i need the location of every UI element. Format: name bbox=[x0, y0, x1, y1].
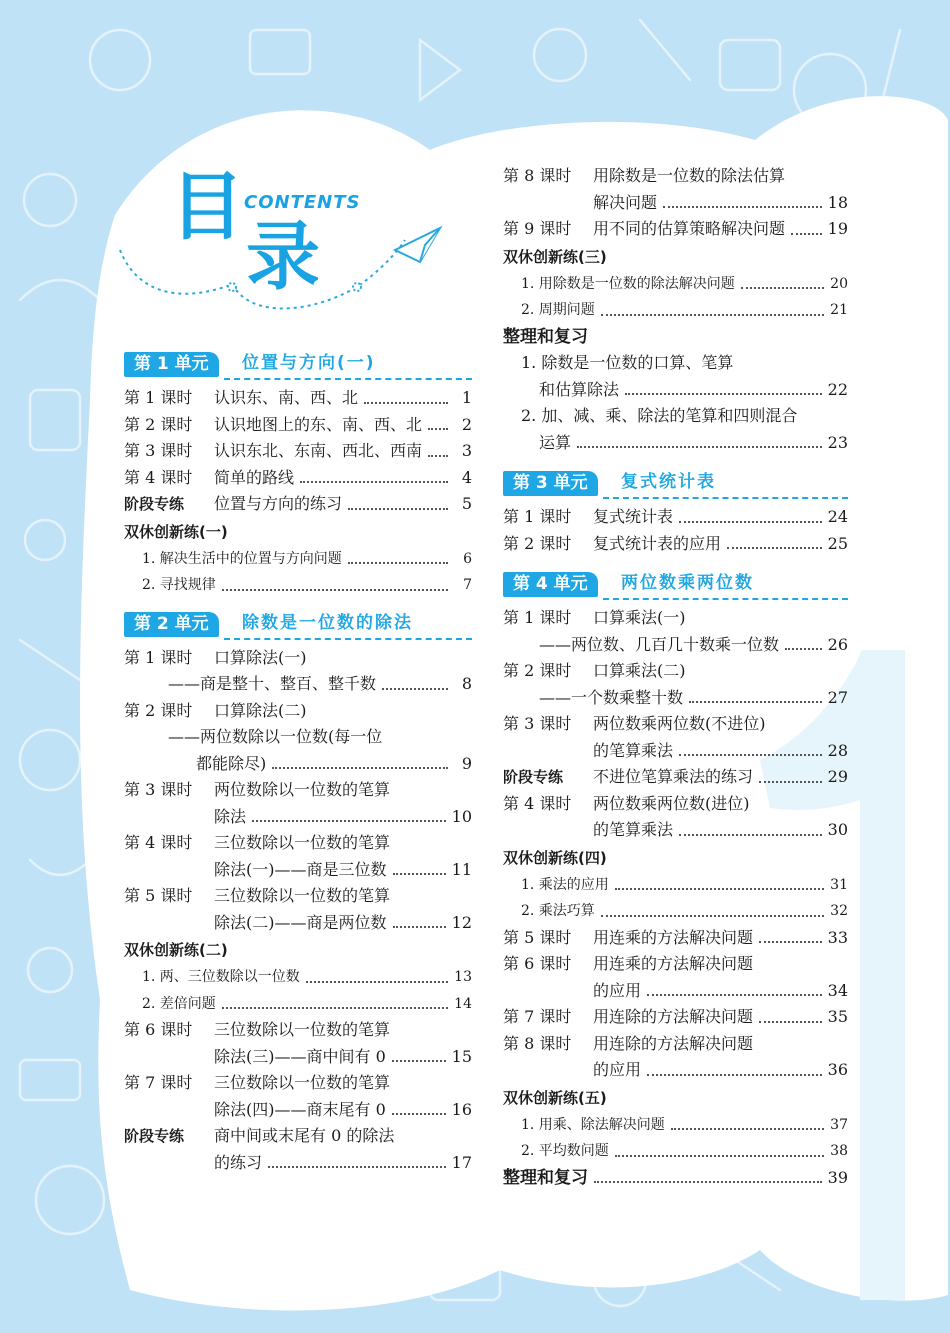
toc-entry[interactable]: 2. 差倍问题 14 bbox=[124, 991, 472, 1018]
toc-entry-continued[interactable]: 运算 23 bbox=[503, 430, 848, 457]
page-number: 32 bbox=[830, 903, 848, 919]
toc-entry[interactable]: 第 7 课时 三位数除以一位数的笔算 bbox=[124, 1073, 391, 1092]
page-number: 23 bbox=[827, 432, 848, 452]
page-number: 1 bbox=[461, 388, 472, 407]
toc-entry[interactable]: 第 5 课时 用连乘的方法解决问题 33 bbox=[503, 925, 848, 952]
toc-entry[interactable]: 第 4 课时 两位数乘两位数(进位) bbox=[503, 793, 750, 813]
toc-entry[interactable]: 第 1 课时 认识东、南、西、北 1 bbox=[124, 385, 472, 412]
page-number: 4 bbox=[461, 467, 472, 487]
title-char-mu: 目 bbox=[170, 164, 244, 250]
page-number: 9 bbox=[461, 753, 472, 773]
toc-entry[interactable]: 第 5 课时 三位数除以一位数的笔算 bbox=[124, 886, 391, 905]
page-number: 29 bbox=[827, 767, 848, 786]
review-heading: 整理和复习 bbox=[503, 1167, 588, 1188]
page-number: 14 bbox=[454, 995, 472, 1012]
toc-entry-continued[interactable]: 除法(一)——商是三位数 11 bbox=[124, 857, 472, 884]
toc-entry[interactable]: 1. 两、三位数除以一位数 13 bbox=[124, 964, 472, 991]
toc-entry-continued[interactable]: ——两位数、几百几十数乘一位数 26 bbox=[503, 632, 848, 659]
toc-entry[interactable]: 第 3 课时 两位数乘两位数(不进位) bbox=[503, 714, 766, 733]
page-number: 3 bbox=[461, 441, 472, 460]
page-number: 21 bbox=[830, 302, 848, 318]
page-number: 39 bbox=[827, 1167, 848, 1187]
unit-tag: 第 3 单元 bbox=[503, 471, 598, 496]
toc-entry: 2. 加、减、乘、除法的笔算和四则混合 bbox=[521, 406, 798, 425]
toc-entry-continued[interactable]: 的应用 34 bbox=[503, 978, 848, 1005]
unit-underline bbox=[603, 598, 848, 600]
toc-entry[interactable]: 1. 乘法的应用 31 bbox=[503, 872, 848, 899]
page-number: 12 bbox=[451, 912, 472, 932]
page-number: 22 bbox=[827, 379, 848, 399]
page-number: 33 bbox=[827, 927, 848, 947]
toc-entry[interactable]: 第 3 课时 两位数除以一位数的笔算 bbox=[124, 780, 391, 799]
page-number: 5 bbox=[461, 494, 472, 513]
toc-entry[interactable]: 2. 周期问题 21 bbox=[503, 297, 848, 324]
toc-entry[interactable]: 阶段专练 不进位笔算乘法的练习 29 bbox=[503, 764, 848, 791]
toc-entry-continued[interactable]: 的笔算乘法 28 bbox=[503, 738, 848, 765]
unit-underline bbox=[224, 378, 472, 380]
page-number: 16 bbox=[451, 1099, 472, 1119]
page-number: 13 bbox=[454, 969, 472, 985]
toc-entry[interactable]: 第 2 课时 口算除法(二) bbox=[124, 700, 307, 720]
toc-entry[interactable]: 第 7 课时 用连除的方法解决问题 35 bbox=[503, 1004, 848, 1031]
toc-entry-continued[interactable]: 的笔算乘法 30 bbox=[503, 817, 848, 844]
toc-entry[interactable]: 1. 用除数是一位数的除法解决问题 20 bbox=[503, 271, 848, 298]
toc-entry-continued[interactable]: 的练习 17 bbox=[124, 1150, 472, 1177]
page-number: 38 bbox=[830, 1143, 848, 1159]
toc-entry[interactable]: 第 4 课时 简单的路线 4 bbox=[124, 465, 472, 492]
unit-title: 两位数乘两位数 bbox=[621, 573, 754, 593]
unit-tag: 第 4 单元 bbox=[503, 572, 598, 597]
unit-title: 位置与方向(一) bbox=[242, 353, 376, 373]
page-number: 17 bbox=[451, 1152, 472, 1172]
unit-1-banner bbox=[124, 351, 472, 381]
page-number: 11 bbox=[451, 859, 472, 879]
page-number: 35 bbox=[827, 1007, 848, 1026]
section-heading: 双休创新练(五) bbox=[503, 1088, 607, 1107]
toc-entry[interactable]: 第 9 课时 用不同的估算策略解决问题 19 bbox=[503, 216, 848, 243]
title-block bbox=[160, 164, 460, 320]
section-heading: 双休创新练(三) bbox=[503, 247, 607, 266]
unit-3-banner bbox=[503, 470, 848, 500]
toc-entry[interactable]: 第 1 课时 口算除法(一) bbox=[124, 647, 307, 667]
page-number: 19 bbox=[827, 219, 848, 238]
toc-entry[interactable]: 阶段专练 商中间或末尾有 0 的除法 bbox=[124, 1126, 395, 1145]
toc-entry-continued[interactable]: ——一个数乘整十数 27 bbox=[503, 685, 848, 712]
page-number: 18 bbox=[827, 192, 848, 212]
toc-entry-continued[interactable]: 除法(四)——商末尾有 0 16 bbox=[124, 1097, 472, 1124]
section-heading: 双休创新练(四) bbox=[503, 848, 607, 867]
unit-title: 复式统计表 bbox=[621, 472, 716, 492]
page-number: 15 bbox=[451, 1046, 472, 1066]
section-heading: 双休创新练(一) bbox=[124, 522, 228, 541]
toc-entry[interactable]: 阶段专练 位置与方向的练习 5 bbox=[124, 491, 472, 518]
unit-2-banner bbox=[124, 611, 472, 641]
toc-entry-continued[interactable]: 除法(三)——商中间有 0 15 bbox=[124, 1044, 472, 1071]
toc-entry[interactable]: 第 2 课时 口算乘法(二) bbox=[503, 661, 686, 680]
page-number: 10 bbox=[451, 806, 472, 826]
page-number: 26 bbox=[827, 634, 848, 654]
toc-entry[interactable]: 第 6 课时 三位数除以一位数的笔算 bbox=[124, 1020, 391, 1039]
toc-entry[interactable]: 第 1 课时 复式统计表 24 bbox=[503, 504, 848, 531]
unit-title: 除数是一位数的除法 bbox=[242, 612, 413, 633]
toc-entry[interactable]: 第 2 课时 复式统计表的应用 25 bbox=[503, 531, 848, 558]
unit-tag: 第 2 单元 bbox=[124, 612, 219, 637]
unit-underline bbox=[603, 497, 848, 499]
toc-entry[interactable]: 第 8 课时 用连除的方法解决问题 bbox=[503, 1033, 754, 1053]
toc-entry-continued[interactable]: 和估算除法 22 bbox=[503, 377, 848, 404]
page-number: 31 bbox=[830, 876, 848, 893]
toc-entry[interactable]: 第 3 课时 认识东北、东南、西北、西南 3 bbox=[124, 438, 472, 465]
review-heading: 整理和复习 bbox=[503, 326, 588, 347]
toc-entry[interactable]: 第 4 课时 三位数除以一位数的笔算 bbox=[124, 833, 391, 852]
toc-entry[interactable]: 第 1 课时 口算乘法(一) bbox=[503, 608, 686, 627]
toc-entry[interactable]: 第 2 课时 认识地图上的东、南、西、北 2 bbox=[124, 412, 472, 439]
title-english: CONTENTS bbox=[244, 192, 361, 213]
toc-entry-continued[interactable]: 的应用 36 bbox=[503, 1057, 848, 1084]
toc-entry-continued[interactable]: 解决问题 18 bbox=[503, 190, 848, 217]
title-char-lu: 录 bbox=[246, 214, 320, 300]
page-number: 34 bbox=[827, 980, 848, 1000]
page-number: 8 bbox=[461, 674, 472, 693]
toc-entry-continued: ——两位数除以一位数(每一位 bbox=[168, 727, 383, 746]
toc-entry[interactable]: 2. 乘法巧算 32 bbox=[503, 898, 848, 925]
unit-tag: 第 1 单元 bbox=[124, 352, 219, 377]
toc-entry: 1. 除数是一位数的口算、笔算 bbox=[521, 353, 734, 372]
page-number: 37 bbox=[830, 1116, 848, 1133]
section-heading: 双休创新练(二) bbox=[124, 941, 228, 959]
unit-underline bbox=[224, 638, 472, 640]
page-number: 30 bbox=[827, 820, 848, 839]
page-number: 2 bbox=[461, 414, 472, 434]
toc-entry[interactable]: 1. 用乘、除法解决问题 37 bbox=[503, 1112, 848, 1139]
toc-entry[interactable]: 2. 寻找规律 7 bbox=[124, 572, 472, 599]
toc-entry[interactable]: 1. 解决生活中的位置与方向问题 6 bbox=[124, 546, 472, 573]
page-number: 36 bbox=[827, 1060, 848, 1079]
toc-entry-continued[interactable]: ——商是整十、整百、整千数 8 bbox=[124, 671, 472, 698]
page-number: 24 bbox=[827, 507, 848, 526]
page-number: 25 bbox=[827, 533, 848, 553]
page-number: 6 bbox=[463, 550, 472, 567]
toc-entry[interactable]: 第 8 课时 用除数是一位数的除法估算 bbox=[503, 166, 786, 185]
toc-entry[interactable]: 2. 平均数问题 38 bbox=[503, 1138, 848, 1165]
toc-entry-continued[interactable]: 除法(二)——商是两位数 12 bbox=[124, 910, 472, 937]
toc-entry[interactable]: 第 6 课时 用连乘的方法解决问题 bbox=[503, 954, 754, 973]
toc-right-column bbox=[503, 163, 848, 1191]
page-number: 27 bbox=[827, 687, 848, 707]
toc-entry[interactable] bbox=[503, 1165, 848, 1192]
unit-4-banner bbox=[503, 571, 848, 601]
page-number: 7 bbox=[463, 577, 472, 593]
toc-left-column bbox=[124, 345, 472, 1176]
page-number: 28 bbox=[827, 740, 848, 760]
toc-entry-continued[interactable]: 除法 10 bbox=[124, 804, 472, 831]
page-number: 20 bbox=[830, 275, 848, 292]
toc-entry-continued[interactable]: 都能除尽) 9 bbox=[124, 751, 472, 778]
